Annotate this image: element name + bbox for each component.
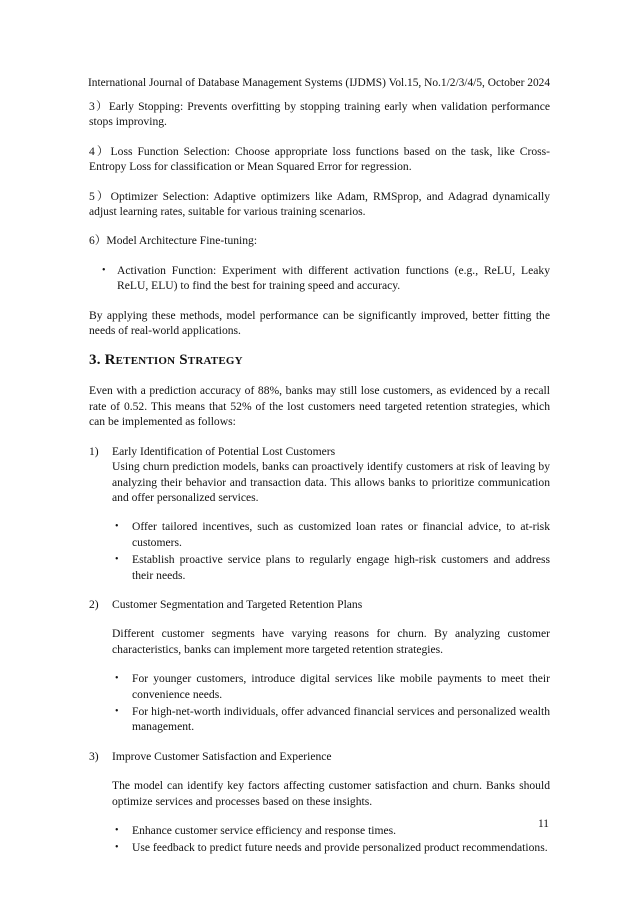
- bullet-icon: •: [115, 673, 119, 685]
- bullet-text: Offer tailored incentives, such as customized loan rates or financial advice, to at-risk customers.: [132, 520, 550, 549]
- page-body: [89, 99, 550, 870]
- item-number: 2): [89, 597, 99, 611]
- list-item: [112, 840, 550, 855]
- bullet-text: For high-net-worth individuals, offer advanced financial services and personalized wealth management.: [132, 704, 550, 734]
- bullet-text: Establish proactive service plans to regularly engage high-risk customers and address their needs.: [132, 553, 550, 582]
- numbered-item-3: [89, 749, 550, 856]
- item-title: Improve Customer Satisfaction and Experience: [112, 749, 332, 763]
- page-number: 11: [538, 818, 549, 830]
- bullet-icon: •: [115, 554, 119, 566]
- bullet-text: Enhance customer service efficiency and response times.: [132, 824, 397, 837]
- fine-tuning-bullet-list: [89, 263, 550, 294]
- item-number: 3): [89, 749, 99, 763]
- numbered-item-2: [89, 597, 550, 735]
- running-header: International Journal of Database Management Systems (IJDMS) Vol.15, No.1/2/3/4/5, October 2024: [87, 77, 551, 89]
- section-intro: Even with a prediction accuracy of 88%, banks may still lose customers, as evidenced by a recall rate of 0.52. This means that 52% of the lost customers need targeted retention strategies, which can be implemented as follows:: [89, 384, 550, 429]
- list-item: [112, 519, 550, 550]
- bullet-text: Activation Function: Experiment with different activation functions (e.g., ReLU, Leaky ReLU, ELU) to find the best for training speed and accuracy.: [117, 263, 550, 293]
- item-title: Early Identification of Potential Lost Customers: [112, 444, 336, 458]
- item-title: Customer Segmentation and Targeted Retention Plans: [112, 597, 363, 611]
- list-item: [112, 671, 550, 702]
- item-bullet-list: [112, 671, 550, 735]
- list-item: [112, 823, 550, 838]
- bullet-text: Use feedback to predict future needs and provide personalized product recommendations.: [132, 841, 548, 855]
- bullet-icon: •: [115, 825, 119, 836]
- list-item: [112, 552, 550, 583]
- bullet-icon: •: [115, 521, 119, 533]
- item-bullet-list: [112, 823, 550, 856]
- item-number: 1): [89, 444, 99, 458]
- section-heading: 3. Retention Strategy: [89, 352, 243, 369]
- intro-item-optimizer: 5）Optimizer Selection: Adaptive optimizers like Adam, RMSprop, and Adagrad dynamically adjust learning rates, suitable for various training scenarios.: [89, 189, 550, 219]
- item-body: Different customer segments have varying reasons for churn. By analyzing customer characteristics, banks can implement more targeted retention strategies.: [112, 627, 550, 656]
- intro-item-loss-function: 4）Loss Function Selection: Choose appropriate loss functions based on the task, like Cross-Entropy Loss for classification or Mean Squared Error for regression.: [89, 144, 550, 174]
- bullet-text: For younger customers, introduce digital services like mobile payments to meet their convenience needs.: [132, 672, 550, 701]
- item-body: The model can identify key factors affecting customer satisfaction and churn. Banks should optimize services and processes based on these insights.: [112, 779, 550, 808]
- bullet-icon: •: [102, 264, 106, 276]
- list-item: [112, 704, 550, 735]
- item-body: Using churn prediction models, banks can proactively identify customers at risk of leaving by analyzing their behavior and transaction data. This allows banks to prioritize communication and offer personalized services.: [112, 460, 550, 504]
- numbered-item-1: [89, 444, 550, 583]
- intro-item-early-stopping: 3）Early Stopping: Prevents overfitting by stopping training early when validation performance stops improving.: [89, 100, 550, 129]
- bullet-icon: •: [115, 842, 119, 854]
- closing-paragraph: By applying these methods, model performance can be significantly improved, better fitting the needs of real-world applications.: [89, 308, 550, 338]
- list-item: [89, 263, 550, 294]
- bullet-icon: •: [115, 705, 119, 717]
- item-bullet-list: [112, 519, 550, 583]
- intro-item-architecture: 6）Model Architecture Fine-tuning:: [89, 234, 258, 248]
